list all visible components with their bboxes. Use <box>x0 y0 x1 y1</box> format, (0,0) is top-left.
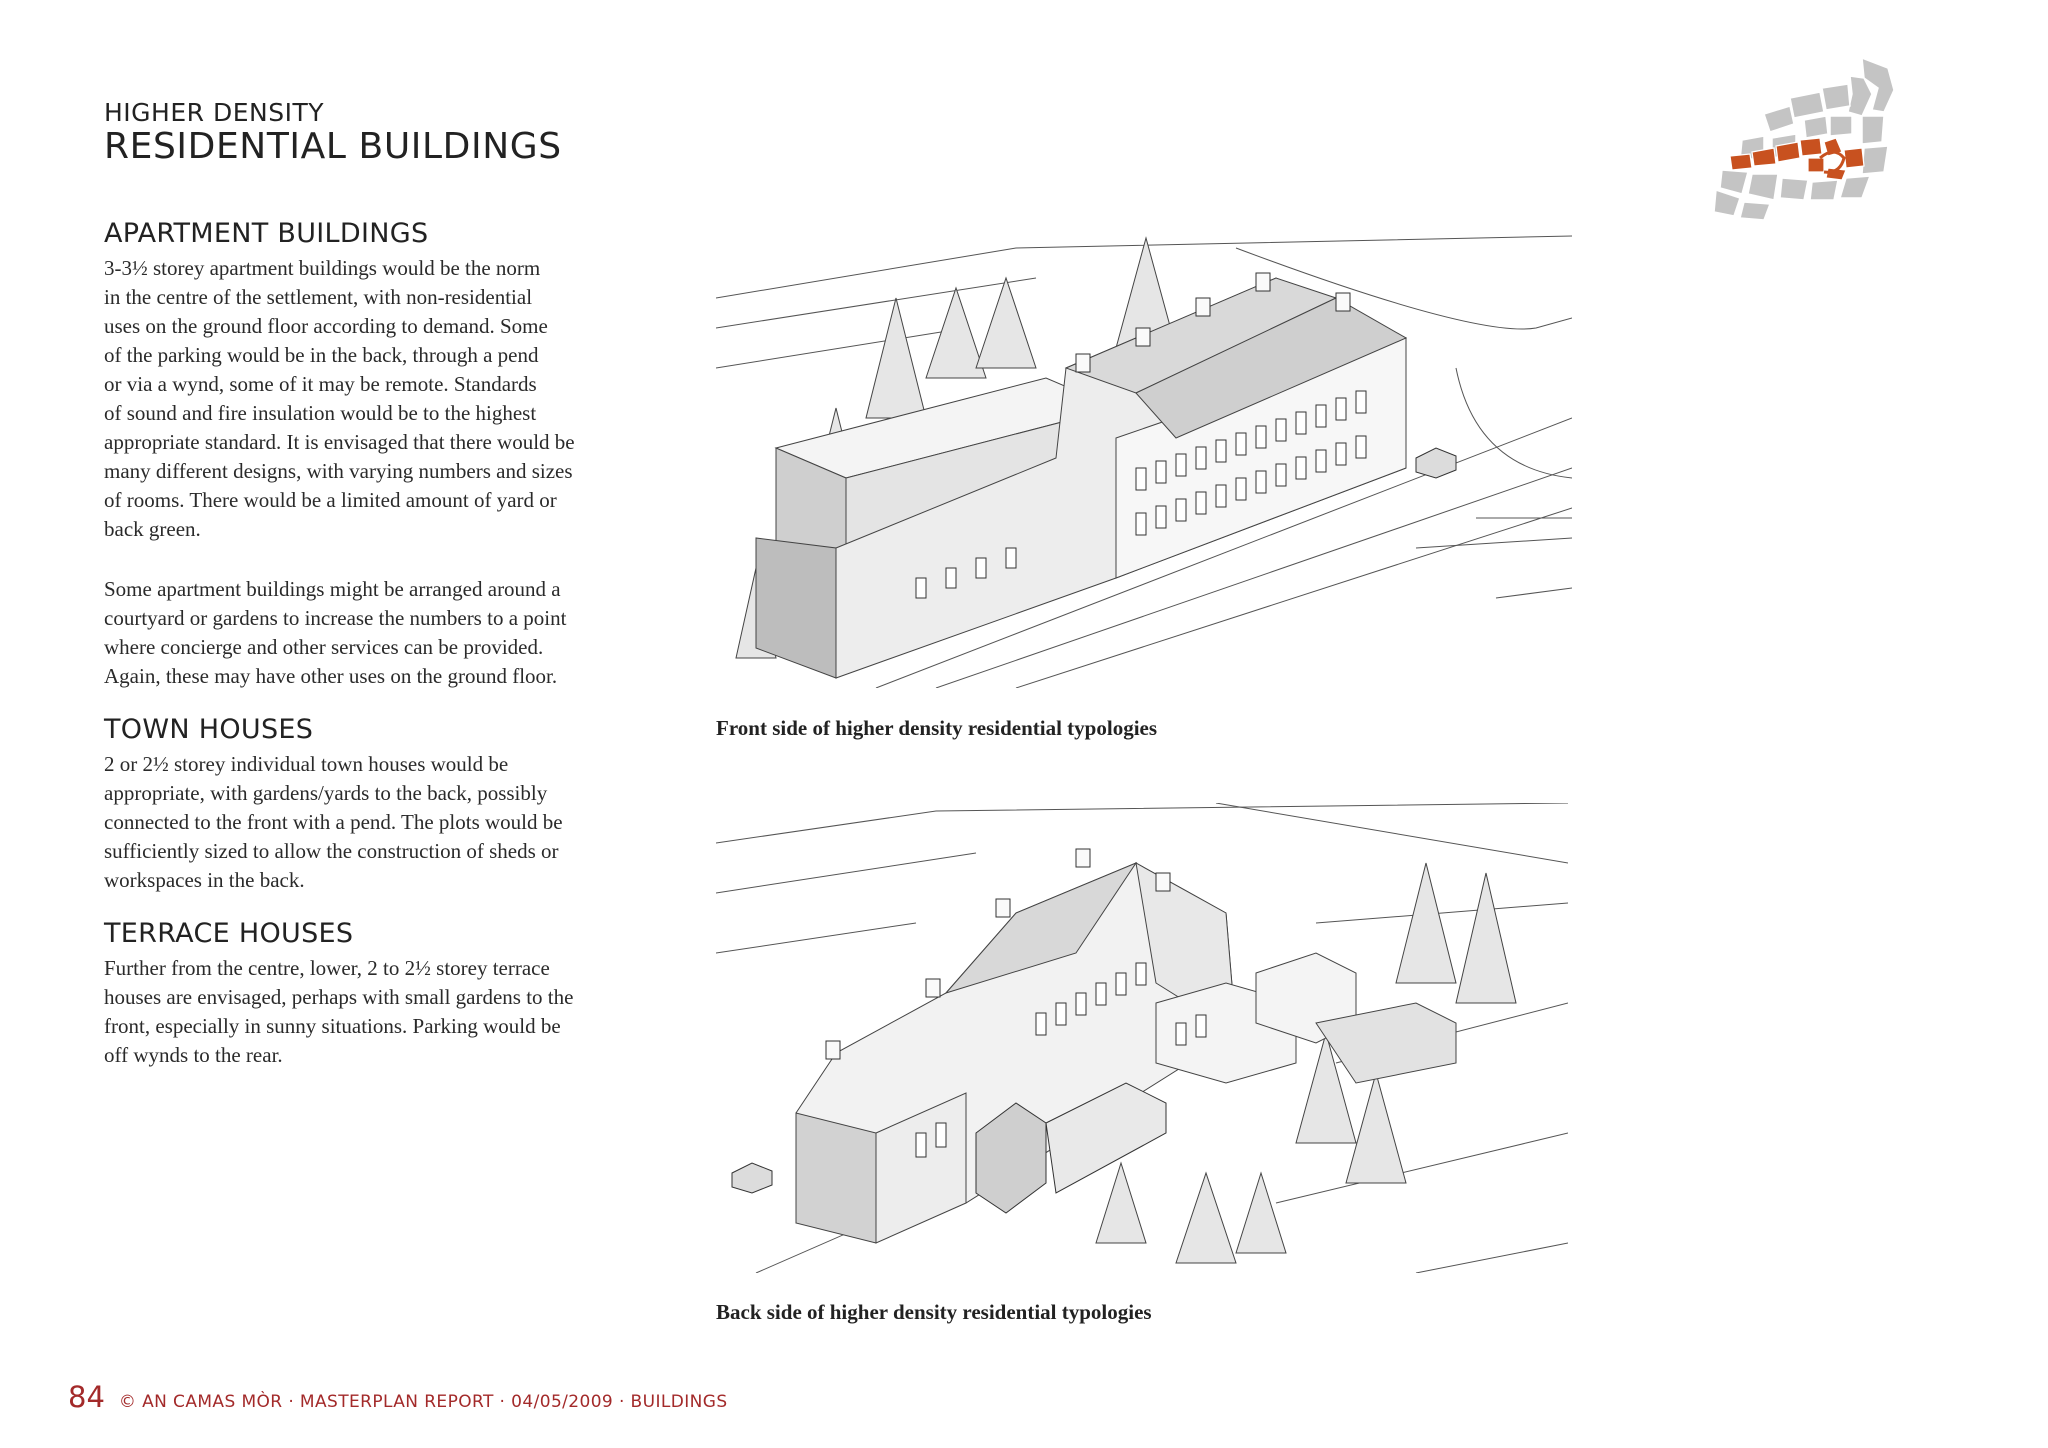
front-axonometric-figure <box>716 218 1572 688</box>
page-kicker: HIGHER DENSITY <box>104 98 324 127</box>
heading-apartment-buildings: APARTMENT BUILDINGS <box>104 218 429 249</box>
page-title: RESIDENTIAL BUILDINGS <box>104 126 562 167</box>
site-location-minimap <box>1712 54 1898 222</box>
back-axonometric-figure <box>716 803 1568 1273</box>
terrace-houses-paragraph: Further from the centre, lower, 2 to 2½ storey terrace houses are envisaged, perhaps with small gardens to the front, especially in sunny situations. Parking would be off wynds to the rear. <box>104 956 574 1067</box>
apartment-paragraph-2: Some apartment buildings might be arranged around a courtyard or gardens to increase the numbers to a point where concierge and other services can be provided. Again, these may have other uses on the ground floor. <box>104 577 567 688</box>
apartment-paragraph-1: 3-3½ storey apartment buildings would be the norm in the centre of the settlement, with non-residential uses on the ground floor according to demand. Some of the parking would be in the back, through a pend or via a wynd, some of it may be remote. Standards of sound and fire insulation would be to the highest appropriate standard. It is envisaged that there would be many different designs, with varying numbers and sizes of rooms. There would be a limited amount of yard or back green. <box>104 256 575 541</box>
front-figure-caption: Front side of higher density residential typologies <box>716 716 1158 740</box>
page-number: 84 <box>68 1380 105 1414</box>
town-houses-paragraph: 2 or 2½ storey individual town houses would be appropriate, with gardens/yards to the back, possibly connected to the front with a pend. The plots would be sufficiently sized to allow the construction of sheds or workspaces in the back. <box>104 752 563 892</box>
back-figure-caption: Back side of higher density residential typologies <box>716 1300 1152 1324</box>
heading-terrace-houses: TERRACE HOUSES <box>104 918 354 949</box>
footer-text: © AN CAMAS MÒR · MASTERPLAN REPORT · 04/05/2009 · BUILDINGS <box>118 1392 728 1412</box>
page-footer <box>68 1380 728 1414</box>
heading-town-houses: TOWN HOUSES <box>104 714 314 745</box>
